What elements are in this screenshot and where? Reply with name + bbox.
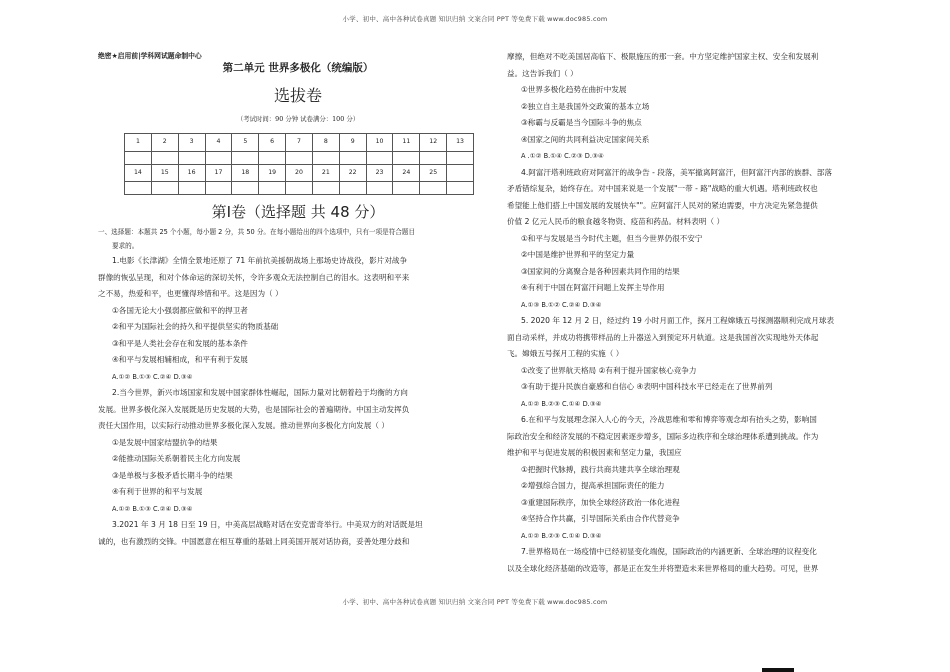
paper-title: 选拔卷 <box>273 86 322 105</box>
answer-cell <box>232 182 259 195</box>
answer-cell: 23 <box>366 164 393 182</box>
question-text: 际政治安全和经济发展的不稳定因素逐步增多，国际多边秩序和全球治理体系遭到挑战。作为 <box>507 431 819 441</box>
answer-cell: 3 <box>178 134 205 152</box>
exam-info: （考试时间：90 分钟 试卷满分：100 分） <box>236 115 360 123</box>
question-option: ④有利于世界的和平与发展 <box>112 487 203 496</box>
answer-table-row-numbers-2 <box>125 164 474 182</box>
answer-cell: 11 <box>393 134 420 152</box>
answer-table <box>124 133 474 195</box>
question-option: ④坚持合作共赢，引导国际关系由合作代替竞争 <box>521 514 680 523</box>
answer-cell <box>232 151 259 164</box>
answer-cell: 20 <box>286 164 313 182</box>
answer-cell <box>286 151 313 164</box>
answer-cell <box>205 151 232 164</box>
answer-cell <box>339 182 366 195</box>
answer-cell <box>420 182 447 195</box>
answer-cell: 25 <box>420 164 447 182</box>
question-text: 面自动采样，并成功将携带样品的上升器送入到预定环月轨道。这是我国首次实现地外天体起 <box>507 332 819 342</box>
question-text: 之不易，热爱和平，也更懂得珍惜和平。这是因为（ ） <box>98 289 283 298</box>
answer-cell: 16 <box>178 164 205 182</box>
answer-cell: 1 <box>125 134 152 152</box>
answer-cell: 22 <box>339 164 366 182</box>
question-text: 2.当今世界，新兴市场国家和发展中国家群体性崛起，国际力量对比朝着趋于均衡的方向 <box>112 388 408 397</box>
question-option: ④和平与发展相辅相成，和平有利于发展 <box>112 355 248 364</box>
answer-cell <box>125 182 152 195</box>
question-text: 4.阿富汗塔利班政府对阿富汗的战争告 - 段落，美军撤离阿富汗，但阿富汗内部的族群、部落 <box>521 167 832 177</box>
question-option: ③称霸与反霸是当今国际斗争的焦点 <box>521 118 642 127</box>
answer-cell <box>420 151 447 164</box>
question-option: ③是单极与多极矛盾长期斗争的结果 <box>112 470 233 480</box>
answer-table-row-numbers-1 <box>125 134 474 152</box>
instructions-line-2: 要求的。 <box>112 242 139 250</box>
answer-cell: 19 <box>259 164 286 182</box>
answer-cell: 24 <box>393 164 420 182</box>
question-text: 希望能上他们搭上中国发展的发展快车""。应阿富汗人民对的紧迫需要，中方决定先紧急提供 <box>507 200 818 210</box>
answer-cell: 10 <box>366 134 393 152</box>
question-option: ①是发展中国家结盟抗争的结果 <box>112 437 218 447</box>
answer-cell <box>178 182 205 195</box>
question-option: ③国家间的分离聚合是各种因素共同作用的结果 <box>521 266 680 276</box>
question-text: 发展。世界多极化深入发展既是历史发展的大势，也是国际社会的普遍期待。中国主动发挥负 <box>98 404 410 414</box>
answer-table-row-blank-1 <box>125 151 474 164</box>
section-title: 第Ⅰ卷（选择题 共 48 分） <box>211 203 385 221</box>
answer-cell: 6 <box>259 134 286 152</box>
answer-cell <box>286 182 313 195</box>
answer-cell <box>151 182 178 195</box>
question-text: 价值 2 亿元人民币的粮食越冬物资、疫苗和药品。材料表明（ ） <box>507 217 725 226</box>
answer-cell <box>312 151 339 164</box>
question-text: 6.在和平与发展理念深入人心的今天，冷战思维和零和博弈等观念却有抬头之势，影响国 <box>521 415 817 424</box>
answer-cell <box>366 151 393 164</box>
answer-cell <box>151 151 178 164</box>
instructions-line-1: 一、选择题：本题共 25 个小题，每小题 2 分，共 50 分。在每小题给出的四个选项中，只有一项是符合题目 <box>98 228 416 236</box>
answer-cell <box>259 151 286 164</box>
answer-cell: 17 <box>205 164 232 182</box>
question-text: 3.2021 年 3 月 18 日至 19 日，中美高层战略对话在安克雷奇举行。中美双方的对话既是坦 <box>112 520 423 529</box>
answer-cell: 9 <box>339 134 366 152</box>
question-option: ①和平与发展是当今时代主题，但当今世界仍很不安宁 <box>521 233 703 243</box>
question-option: ②中国是维护世界和平的坚定力量 <box>521 250 635 259</box>
answer-cell <box>393 151 420 164</box>
answer-cell <box>312 182 339 195</box>
watermark-bottom: 小学、初中、高中各种试卷真题 知识归纳 文案合同 PPT 等免费下载 www.doc985.com <box>342 598 608 606</box>
answer-cell: 2 <box>151 134 178 152</box>
answer-cell <box>366 182 393 195</box>
answer-choices: A.①② B.①③ C.②④ D.③④ <box>112 504 193 513</box>
answer-choices: A .①② B.①④ C.②③ D.③④ <box>521 152 604 160</box>
question-option: ②独立自主是我国外交政策的基本立场 <box>521 101 650 111</box>
question-option: ②增强综合国力，提高承担国际责任的能力 <box>521 481 665 490</box>
question-option: ①改变了世界航天格局 ②有利于提升国家核心竞争力 <box>521 365 697 375</box>
answer-cell: 8 <box>312 134 339 152</box>
answer-cell <box>339 151 366 164</box>
question-text: 益。这告诉我们（ ） <box>507 68 578 78</box>
answer-cell <box>259 182 286 195</box>
question-text: 群像的恢弘呈现，和对个体命运的深切关怀，令许多观众无法控制自己的泪水。这表明和平来 <box>98 272 410 282</box>
answer-cell: 12 <box>420 134 447 152</box>
answer-cell <box>178 151 205 164</box>
answer-cell <box>393 182 420 195</box>
answer-cell <box>447 151 474 164</box>
question-option: ④有利于中国在阿富汗问题上发挥主导作用 <box>521 283 665 292</box>
answer-cell: 18 <box>232 164 259 182</box>
answer-cell: 14 <box>125 164 152 182</box>
question-text: 7.世界格局在一场疫情中已经初显变化端倪，国际政治的内涵更新、全球治理的议程变化 <box>521 547 817 556</box>
question-text: 以及全球化经济基础的改造等，都是正在发生并将塑造未来世界格局的重大趋势。可见，世界 <box>507 563 819 573</box>
question-option: ①把握时代脉搏，践行共商共建共享全球治理观 <box>521 464 680 474</box>
left-questions <box>98 253 498 550</box>
question-option: ①世界多极化趋势在曲折中发展 <box>521 85 627 94</box>
answer-choices: A.①② B.②③ C.①④ D.③④ <box>521 531 602 540</box>
question-text: 矛盾错综复杂，始终存在。对中国来说是一个发展"一带 - 路"战略的重大机遇。塔利班政权也 <box>507 184 818 193</box>
question-option: ③重建国际秩序，加快全球经济政治一体化进程 <box>521 497 680 507</box>
question-option: ①各国无论大小强弱都应做和平的捍卫者 <box>112 305 248 315</box>
answer-choices: A.①③ B.①② C.②④ D.③④ <box>521 300 602 309</box>
confidential-label: 绝密★启用前|学科网试题命制中心 <box>98 52 202 60</box>
question-text: 飞。嫦娥五号探月工程的实施（ ） <box>507 349 624 358</box>
question-text: 责任大国作用，以实际行动推动世界多极化深入发展。推动世界向多极化方向发展（ ） <box>98 421 389 430</box>
page-edge-mark <box>762 668 794 672</box>
right-column <box>507 49 912 577</box>
question-text: 5. 2020 年 12 月 2 日，经过约 19 小时月面工作，探月工程嫦娥五号探测器顺利完成月球表 <box>521 316 835 325</box>
left-column <box>98 49 498 550</box>
question-option: ③有助于提升民族自豪感和自信心 ④表明中国科技水平已经走在了世界前列 <box>521 382 773 391</box>
answer-cell <box>447 164 474 182</box>
answer-cell: 7 <box>286 134 313 152</box>
answer-cell: 13 <box>447 134 474 152</box>
question-text: 诚的，也有激烈的交锋。中国愿意在相互尊重的基础上同美国开展对话协商，妥善处理分歧和 <box>98 536 410 546</box>
answer-cell <box>447 182 474 195</box>
watermark-top: 小学、初中、高中各种试卷真题 知识归纳 文案合同 PPT 等免费下载 www.doc985.com <box>342 15 608 23</box>
answer-choices: A.①② B.①③ C.②④ D.③④ <box>112 372 193 381</box>
question-text: 1.电影《长津湖》全情全景地还原了 71 年前抗美援朝战场上那场史诗战役，影片对战争 <box>112 256 408 265</box>
answer-choices: A.①② B.②③ C.①④ D.③④ <box>521 399 602 408</box>
right-questions <box>507 49 912 577</box>
question-option: ②和平为国际社会的持久和平提供坚实的物质基础 <box>112 322 279 331</box>
question-option: ④国家之间的共同利益决定国家间关系 <box>521 134 650 144</box>
answer-cell: 5 <box>232 134 259 152</box>
answer-cell: 21 <box>312 164 339 182</box>
unit-title: 第二单元 世界多极化（统编版） <box>222 62 374 74</box>
answer-cell: 15 <box>151 164 178 182</box>
question-text: 维护和平与促进发展的积极因素和坚定力量，我国应 <box>507 448 682 457</box>
question-option: ③和平是人类社会存在和发展的基本条件 <box>112 338 248 348</box>
answer-cell <box>205 182 232 195</box>
question-option: ②能推动国际关系朝着民主化方向发展 <box>112 454 241 463</box>
answer-cell <box>125 151 152 164</box>
answer-cell: 4 <box>205 134 232 152</box>
answer-table-row-blank-2 <box>125 182 474 195</box>
question-text: 摩擦，但绝对不吃美国居高临下、极限施压的那一套。中方坚定维护国家主权、安全和发展利 <box>507 52 819 61</box>
